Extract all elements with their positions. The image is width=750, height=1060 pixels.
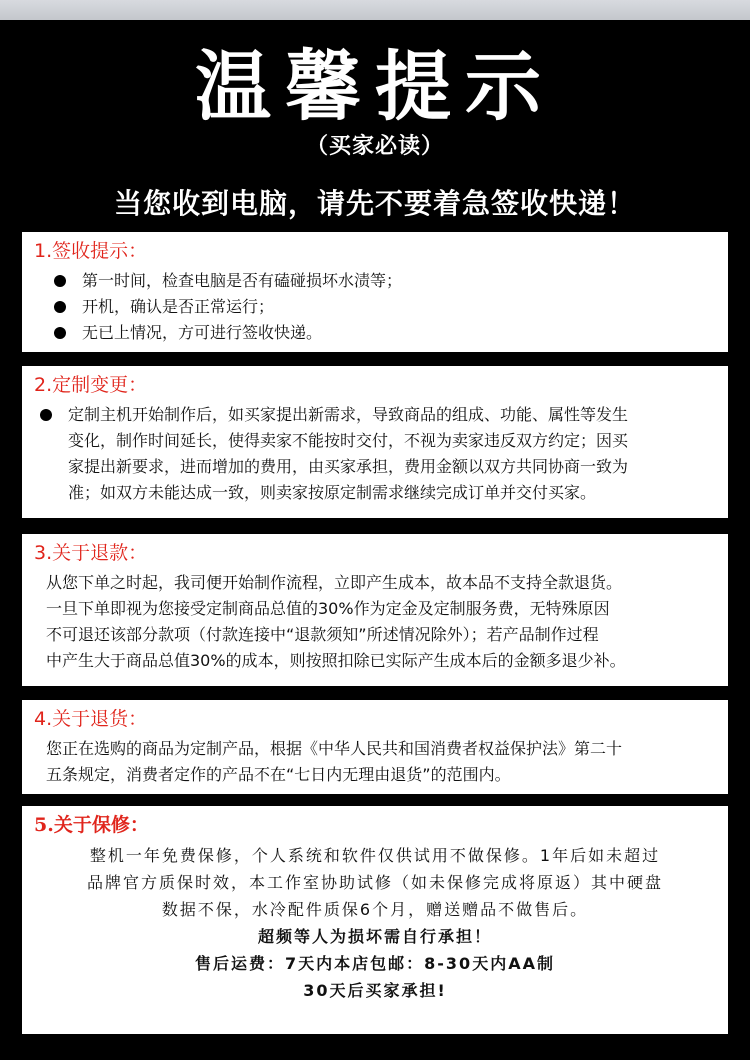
page-title: 温馨提示 xyxy=(195,42,555,131)
section-body: 整机一年免费保修，个人系统和软件仅供试用不做保修。1年后如未超过 品牌官方质保时效，本工作室协助试修（如未保修完成将原返）其中硬盘 数据不保，水冷配件质保6个月，赠送赠品不做售后。 超频等人为损坏需自行承担！ 售后运费：7天内本店包邮：8-30天内AA制 30天后买家承担! xyxy=(86,846,663,1000)
section-title: 5.关于保修： xyxy=(34,814,149,836)
bullet-list xyxy=(54,268,402,346)
section-custom-change xyxy=(22,366,728,518)
page-subtitle: （买家必读） xyxy=(305,134,444,159)
section-body: 您正在选购的商品为定制产品，根据《中华人民共和国消费者权益保护法》第二十 五条规定，消费者定作的产品不在“七日内无理由退货”的范围内。 xyxy=(46,739,623,784)
list-item: 第一时间，检查电脑是否有磕碰损坏水渍等； xyxy=(54,268,402,294)
section-body: 定制主机开始制作后，如买家提出新需求，导致商品的组成、功能、属性等发生 变化，制作时间延长，使得卖家不能按时交付，不视为卖家违反双方约定；因买 家提出新要求，进而增加的费用，由买家承担，费用金额以双方共同协商一致为 准；如双方未能达成一致，则卖家按原定制需求继续完成订单并交付买家。 xyxy=(68,405,629,502)
section-warranty xyxy=(22,806,728,1034)
section-return xyxy=(22,700,728,794)
bullet-icon xyxy=(40,409,52,421)
headline-notice: 当您收到电脑，请先不要着急签收快递！ xyxy=(113,187,636,220)
bullet-icon xyxy=(54,301,66,313)
top-bar xyxy=(0,0,750,20)
section-title: 2.定制变更： xyxy=(34,374,148,396)
bullet-icon xyxy=(54,327,66,339)
section-refund xyxy=(22,534,728,686)
section-title: 1.签收提示： xyxy=(34,240,148,262)
section-body: 从您下单之时起，我司便开始制作流程，立即产生成本，故本品不支持全款退货。 一旦下单即视为您接受定制商品总值的30%作为定金及定制服务费，无特殊原因 不可退还该部分款项（付款连接中“退款须知”所述情况除外）；若产品制作过程 中产生大于商品总值30%的成本，则按照扣除已实际产生成本后的金额多退少补。 xyxy=(46,573,626,670)
list-item: 无已上情况，方可进行签收快递。 xyxy=(54,320,402,346)
section-sign-receipt xyxy=(22,232,728,352)
list-item: 开机，确认是否正常运行； xyxy=(54,294,402,320)
bullet-icon xyxy=(54,275,66,287)
section-title: 4.关于退货： xyxy=(34,708,148,730)
section-title: 3.关于退款： xyxy=(34,542,148,564)
